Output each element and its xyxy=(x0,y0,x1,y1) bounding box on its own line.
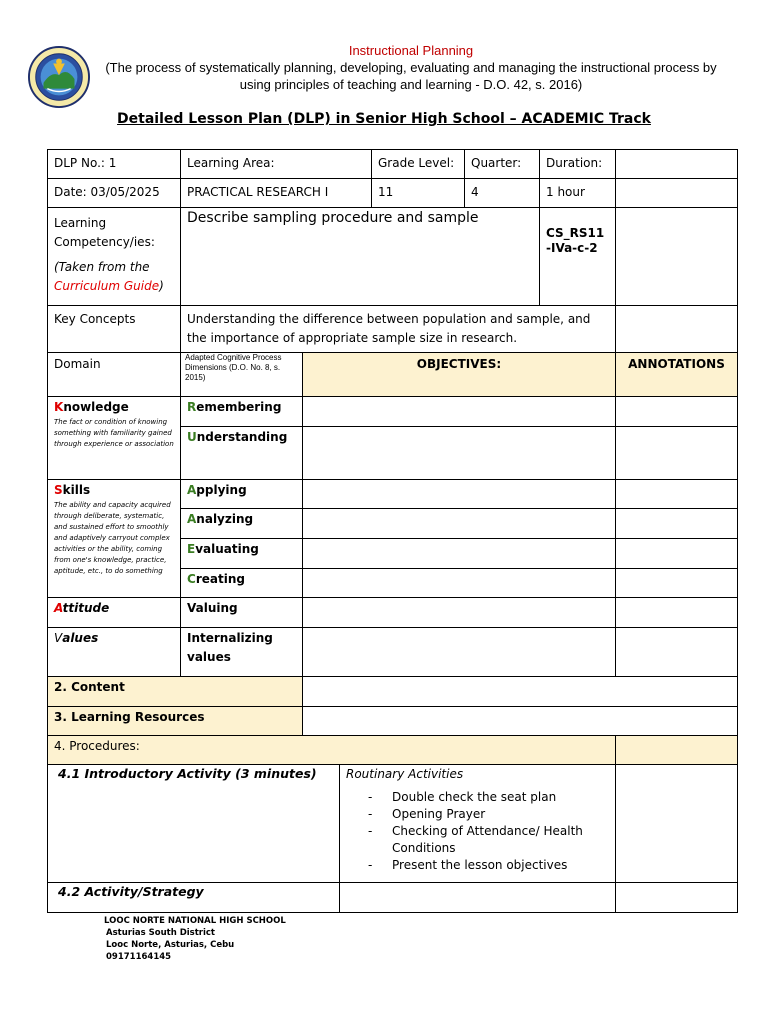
header-title: Instructional Planning xyxy=(348,43,474,58)
skills-domain-cell xyxy=(47,479,181,598)
duration-label-cell xyxy=(539,149,616,179)
resources-label: 3. Learning Resources xyxy=(54,710,205,724)
list-item: - Double check the seat plan xyxy=(346,789,609,806)
applying-objective-cell xyxy=(302,479,616,509)
grade-level-cell xyxy=(371,178,465,208)
curriculum-guide-link: Curriculum Guide xyxy=(54,279,160,293)
content-value-cell xyxy=(302,676,738,707)
intro-activity-list xyxy=(346,789,609,874)
knowledge-label: Knowledge xyxy=(54,400,129,414)
learning-area-label-cell xyxy=(180,149,372,179)
analyzing-cell: Analyzing xyxy=(180,508,303,539)
valuing-cell: Valuing xyxy=(180,597,303,628)
intro-heading: Routinary Activities xyxy=(346,767,464,781)
competency-label: Learning Competency/ies: xyxy=(54,216,155,249)
duration-extra-cell xyxy=(615,149,738,179)
internalizing-annotation-cell xyxy=(615,627,738,677)
valuing-objective-cell xyxy=(302,597,616,628)
date-cell xyxy=(47,178,181,208)
content-label-cell xyxy=(47,676,303,707)
competency-text-cell xyxy=(180,207,540,306)
document-title: Detailed Lesson Plan (DLP) in Senior High School – ACADEMIC Track xyxy=(117,111,651,127)
understanding-annotation-cell xyxy=(615,426,738,480)
footer-address: Looc Norte, Asturias, Cebu xyxy=(106,940,235,950)
footer-phone: 09171164145 xyxy=(106,952,172,962)
grade-level-label: Grade Level: xyxy=(378,156,455,170)
activity-annotation-cell xyxy=(615,882,738,913)
activity-label-cell xyxy=(47,882,340,913)
analyzing-objective-cell xyxy=(302,508,616,539)
understanding-objective-cell xyxy=(302,426,616,480)
understanding-cell: Understanding xyxy=(180,426,303,480)
attitude-cell: Attitude xyxy=(47,597,181,628)
header-description: (The process of systematically planning, developing, evaluating and managing the instructional process by using principles of teaching and learning - D.O. 42, s. 2016) xyxy=(105,60,717,92)
grade-level: 11 xyxy=(378,185,394,199)
dimensions-header: Adapted Cognitive Process Dimensions (D.O. No. 8, s. 2015) xyxy=(185,353,282,382)
resources-label-cell xyxy=(47,706,303,736)
duration-label: Duration: xyxy=(546,156,603,170)
remembering-annotation-cell xyxy=(615,396,738,427)
intro-content-cell xyxy=(339,764,616,883)
list-item: - Present the lesson objectives xyxy=(346,857,609,874)
skills-description: The ability and capacity acquired through deliberate, systematic, and sustained effort to smoothly and adaptively carryout complex activities or the ability, coming from one's knowledge, practice, aptitude, etc., to do something xyxy=(54,501,171,575)
key-concepts-label-cell xyxy=(47,305,181,353)
analyzing-annotation-cell xyxy=(615,508,738,539)
domain-header-cell xyxy=(47,352,181,397)
values-cell: Values xyxy=(47,627,181,677)
learning-area: PRACTICAL RESEARCH I xyxy=(187,185,329,199)
domain-header: Domain xyxy=(54,357,101,371)
evaluating-cell: Evaluating xyxy=(180,538,303,569)
applying-annotation-cell xyxy=(615,479,738,509)
learning-area-cell xyxy=(180,178,372,208)
competency-code: CS_RS11-IVa-c-2 xyxy=(546,226,605,255)
quarter-label: Quarter: xyxy=(471,156,522,170)
competency-text: Describe sampling procedure and sample xyxy=(187,210,479,226)
remembering-objective-cell xyxy=(302,396,616,427)
internalizing-objective-cell xyxy=(302,627,616,677)
activity-content-cell xyxy=(339,882,616,913)
duration: 1 hour xyxy=(546,185,585,199)
quarter: 4 xyxy=(471,185,479,199)
creating-annotation-cell xyxy=(615,568,738,598)
list-item: - Checking of Attendance/ Health Conditions xyxy=(346,823,609,857)
creating-cell: Creating xyxy=(180,568,303,598)
procedures-label: 4. Procedures: xyxy=(54,739,140,753)
duration-extra-cell-2 xyxy=(615,178,738,208)
intro-label-cell xyxy=(47,764,340,883)
dimensions-header-cell xyxy=(180,352,303,397)
school-footer xyxy=(104,915,286,963)
competency-extra-cell xyxy=(615,207,738,306)
internalizing-cell: Internalizing values xyxy=(180,627,303,677)
learning-area-label: Learning Area: xyxy=(187,156,275,170)
quarter-cell xyxy=(464,178,540,208)
evaluating-annotation-cell xyxy=(615,538,738,569)
competency-code-cell xyxy=(539,207,616,306)
valuing-annotation-cell xyxy=(615,597,738,628)
content-label: 2. Content xyxy=(54,680,125,694)
knowledge-domain-cell xyxy=(47,396,181,480)
competency-note: (Taken from the Curriculum Guide) xyxy=(54,260,164,293)
objectives-header-cell xyxy=(302,352,616,397)
intro-label: 4.1 Introductory Activity (3 minutes) xyxy=(58,766,317,781)
procedures-annotation-cell xyxy=(615,735,738,765)
dlp-no-cell xyxy=(47,149,181,179)
grade-level-label-cell xyxy=(371,149,465,179)
quarter-label-cell xyxy=(464,149,540,179)
key-concepts-extra-cell xyxy=(615,305,738,353)
footer-district: Asturias South District xyxy=(106,928,215,938)
skills-label: Skills xyxy=(54,483,91,497)
evaluating-objective-cell xyxy=(302,538,616,569)
procedures-label-cell xyxy=(47,735,616,765)
footer-school: LOOC NORTE NATIONAL HIGH SCHOOL xyxy=(104,916,286,926)
annotations-header-cell xyxy=(615,352,738,397)
activity-label: 4.2 Activity/Strategy xyxy=(58,884,204,899)
key-concepts-text-cell xyxy=(180,305,616,353)
applying-cell: Applying xyxy=(180,479,303,509)
intro-annotation-cell xyxy=(615,764,738,883)
key-concepts-text: Understanding the difference between population and sample, and the importance of appropriate sample size in research. xyxy=(187,312,591,345)
key-concepts-label: Key Concepts xyxy=(54,312,136,326)
date: Date: 03/05/2025 xyxy=(54,185,160,199)
objectives-header: OBJECTIVES: xyxy=(416,357,502,371)
duration-cell xyxy=(539,178,616,208)
creating-objective-cell xyxy=(302,568,616,598)
dlp-no: DLP No.: 1 xyxy=(54,156,117,170)
competency-label-cell xyxy=(47,207,181,306)
annotations-header: ANNOTATIONS xyxy=(628,357,725,371)
knowledge-description: The fact or condition of knowing something with familiarity gained through experience or association xyxy=(54,418,174,448)
list-item: - Opening Prayer xyxy=(346,806,609,823)
resources-value-cell xyxy=(302,706,738,736)
remembering-cell: Remembering xyxy=(180,396,303,427)
